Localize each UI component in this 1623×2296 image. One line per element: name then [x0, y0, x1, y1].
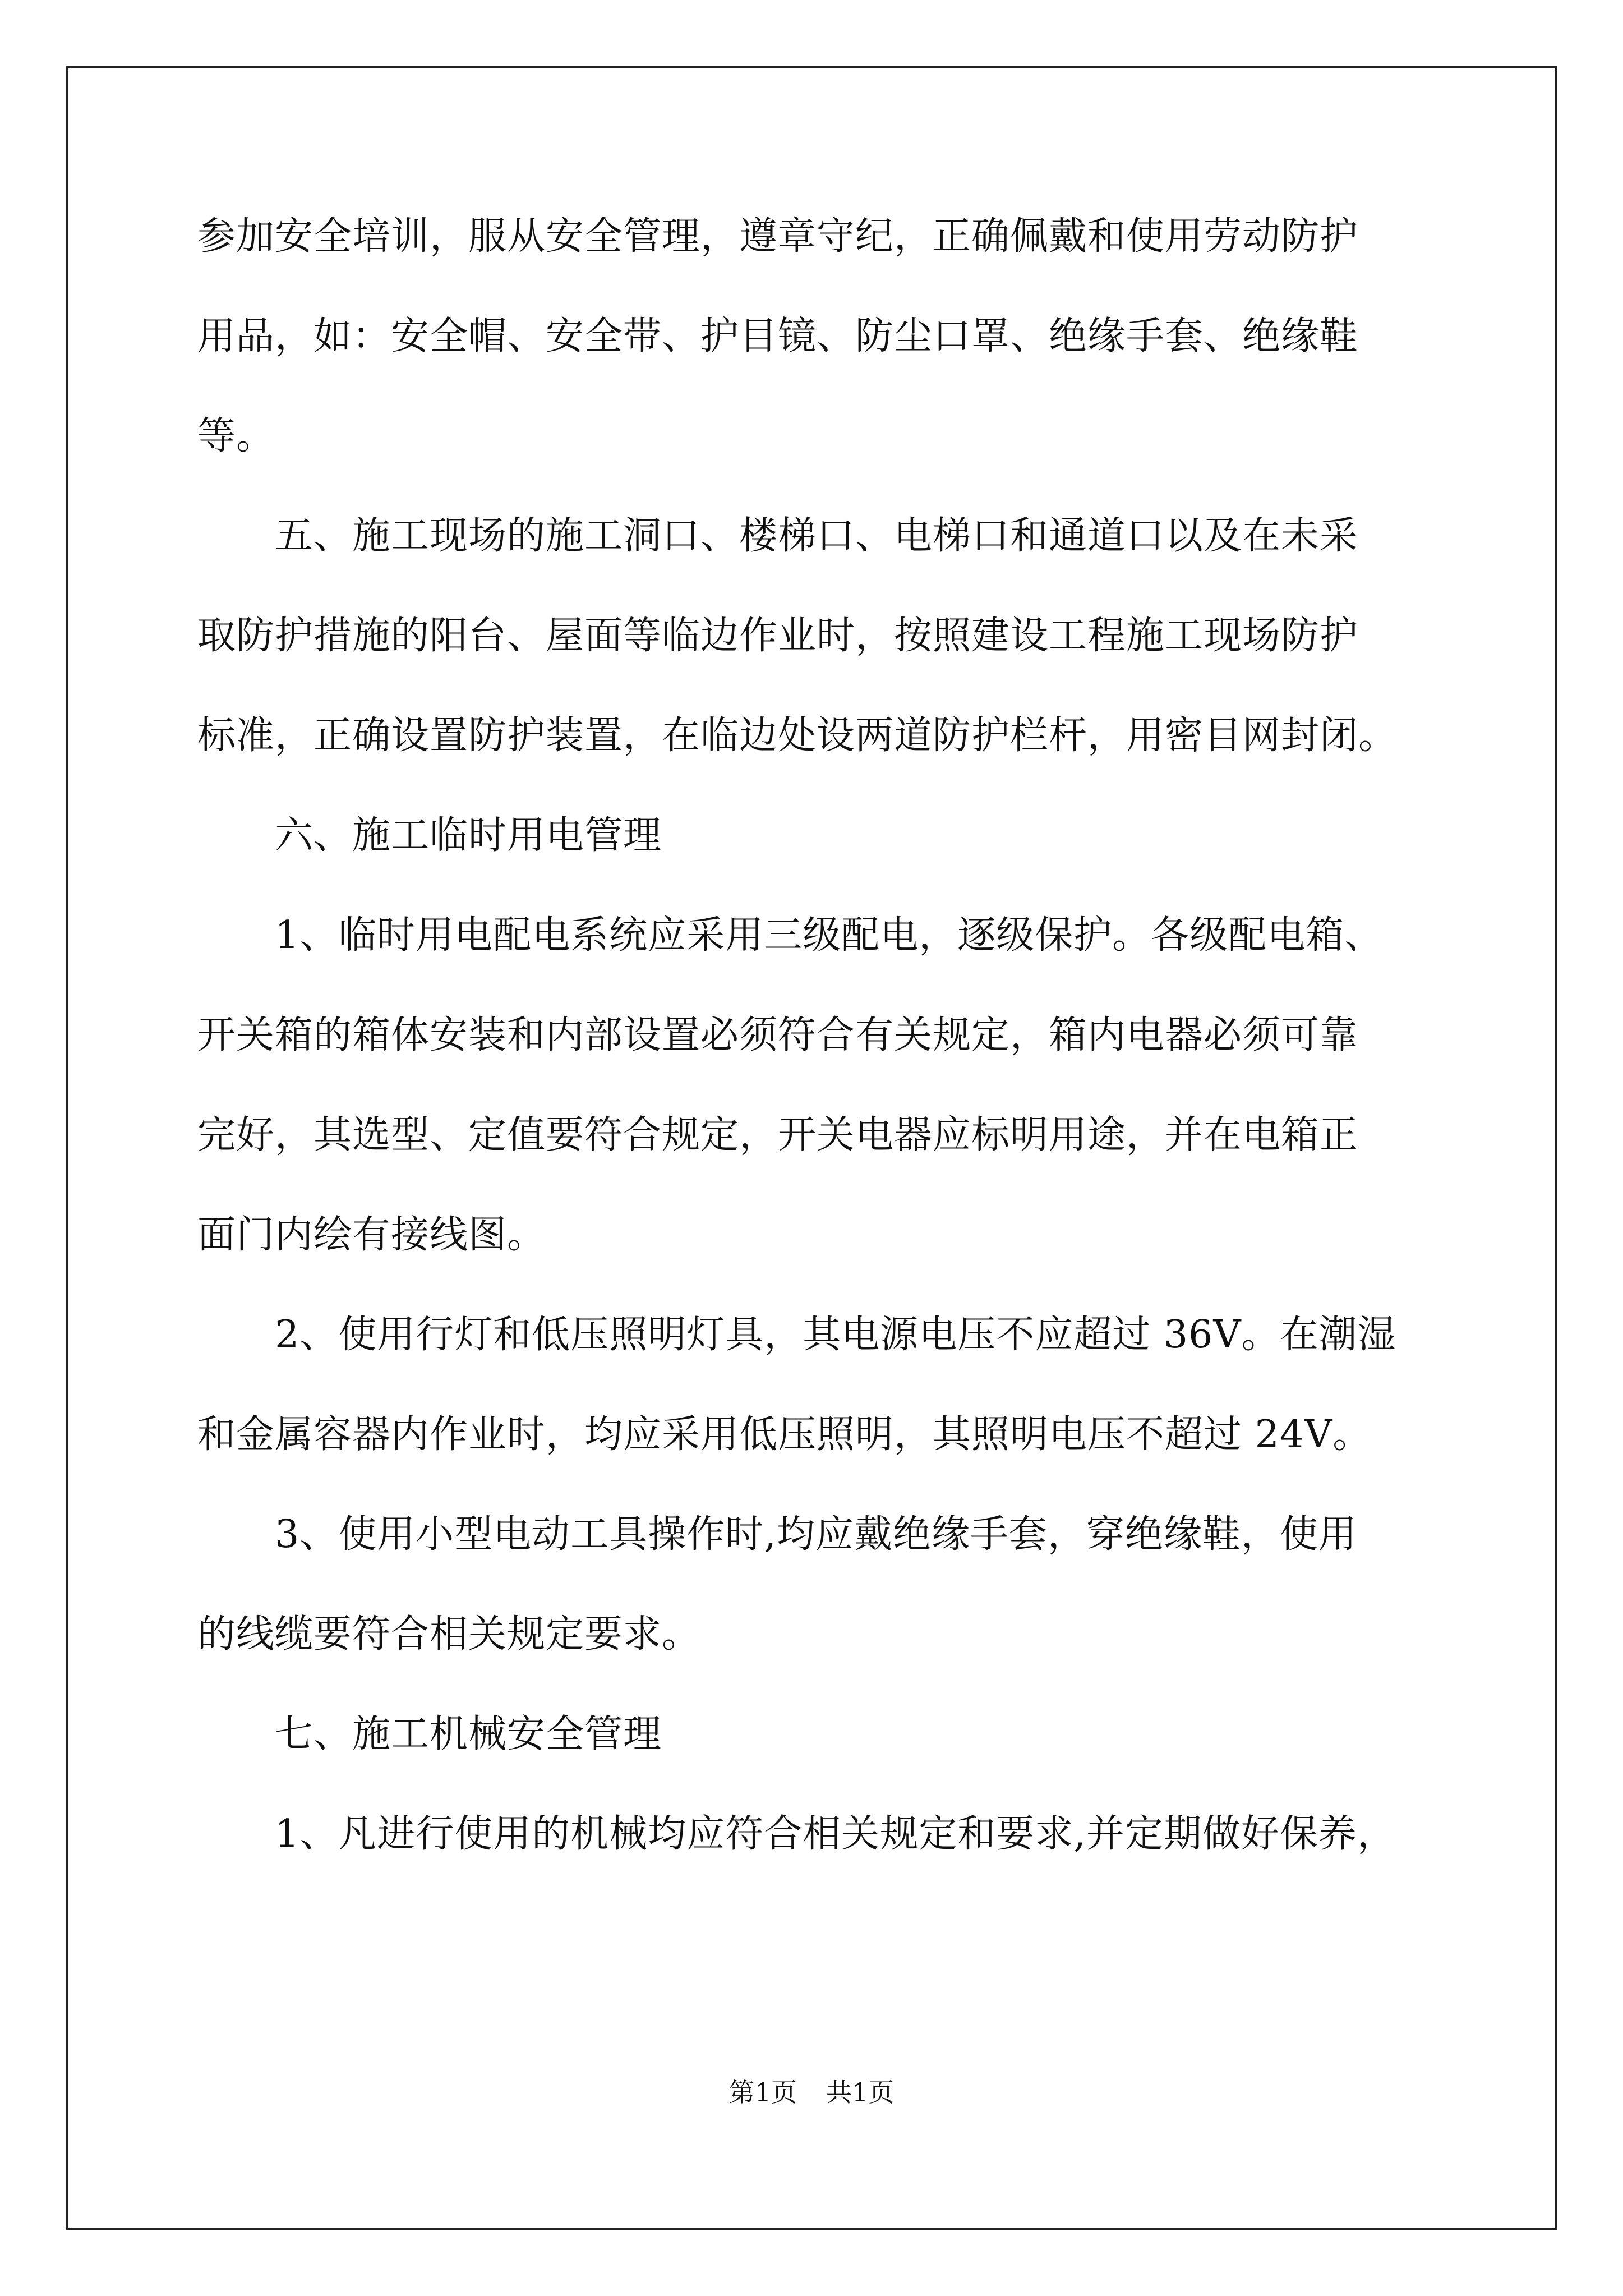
text-line-4: 五、施工现场的施工洞口、楼梯口、电梯口和通道口以及在未采 — [197, 514, 1359, 558]
page-number: 第1页 — [728, 2077, 797, 2108]
section-heading-7: 七、施工机械安全管理 — [197, 1712, 662, 1756]
text-line-1: 参加安全培训，服从安全管理，遵章守纪，正确佩戴和使用劳动防护 — [197, 214, 1359, 259]
text-line-17: 1、凡进行使用的机械均应符合相关规定和要求,并定期做好保养， — [197, 1812, 1396, 1856]
page-total: 共1页 — [826, 2077, 895, 2108]
text-line-5: 取防护措施的阳台、屋面等临边作业时，按照建设工程施工现场防护 — [197, 614, 1359, 658]
text-line-6: 标准，正确设置防护装置，在临边处设两道防护栏杆，用密目网封闭。 — [197, 714, 1398, 758]
document-body — [197, 209, 1459, 1906]
text-line-13: 和金属容器内作业时，均应采用低压照明，其照明电压不超过 24V。 — [197, 1412, 1372, 1457]
text-line-8: 1、临时用电配电系统应采用三级配电，逐级保护。各级配电箱、 — [197, 913, 1384, 958]
text-line-15: 的线缆要符合相关规定要求。 — [197, 1612, 701, 1657]
section-heading-6: 六、施工临时用电管理 — [197, 813, 662, 858]
text-line-9: 开关箱的箱体安装和内部设置必须符合有关规定，箱内电器必须可靠 — [197, 1013, 1359, 1057]
page-footer — [0, 2076, 1623, 2109]
text-line-12: 2、使用行灯和低压照明灯具，其电源电压不应超过 36V。在潮湿 — [197, 1313, 1396, 1357]
text-line-10: 完好，其选型、定值要符合规定，开关电器应标明用途，并在电箱正 — [197, 1113, 1359, 1157]
text-line-11: 面门内绘有接线图。 — [197, 1213, 546, 1257]
text-line-14: 3、使用小型电动工具操作时,均应戴绝缘手套，穿绝缘鞋，使用 — [197, 1512, 1357, 1557]
text-line-3: 等。 — [197, 414, 275, 458]
text-line-2: 用品，如：安全帽、安全带、护目镜、防尘口罩、绝缘手套、绝缘鞋 — [197, 314, 1359, 358]
